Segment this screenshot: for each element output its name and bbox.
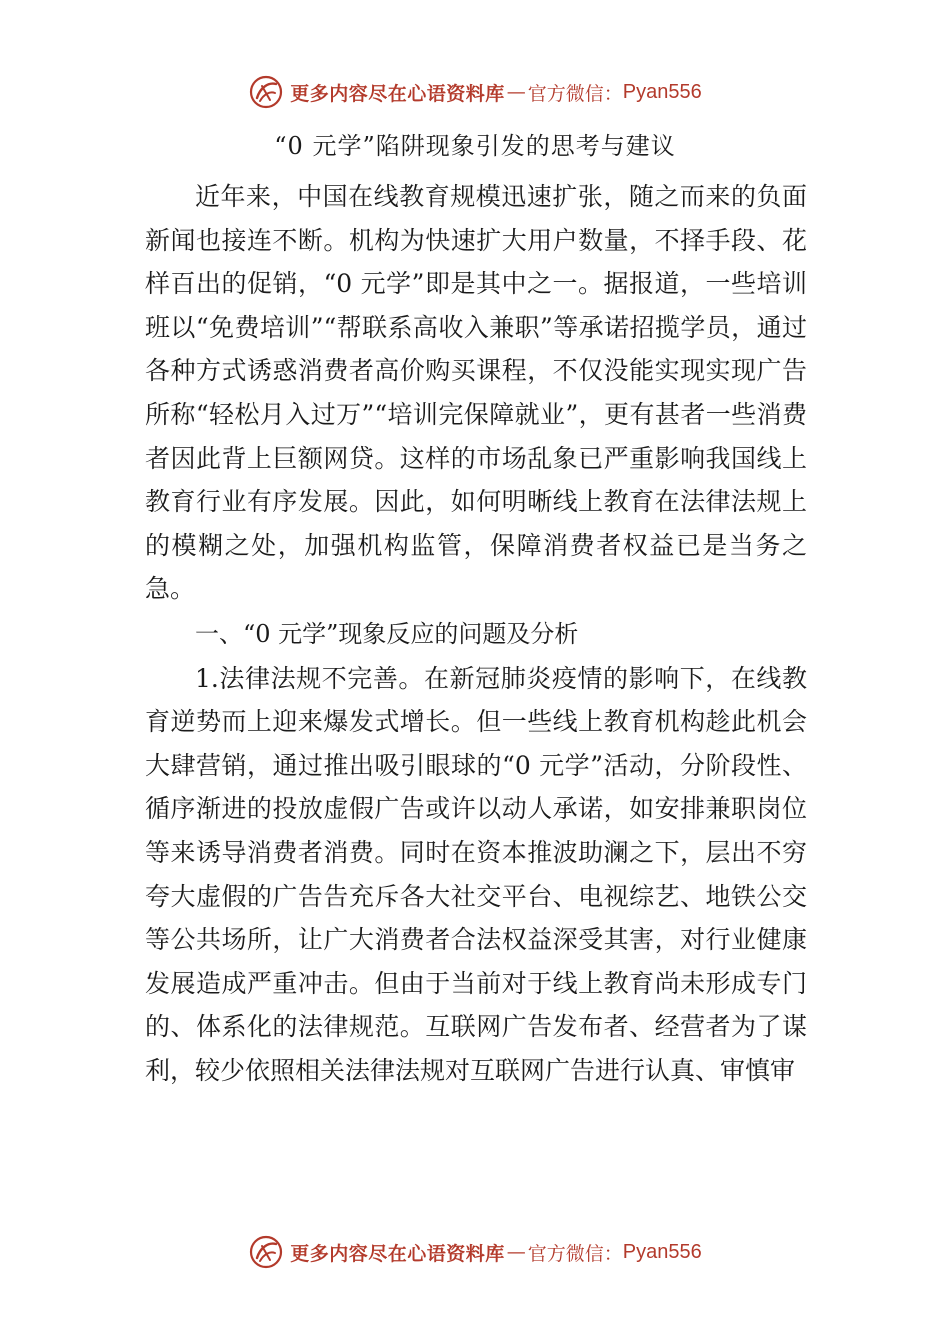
banner-dash: —: [506, 81, 526, 103]
document-title: “0 元学”陷阱现象引发的思考与建议: [274, 132, 676, 160]
brand-logo-icon: [248, 1234, 284, 1270]
banner-wechat-label: 官方微信：: [527, 1242, 623, 1265]
document-body: [145, 175, 807, 1092]
section-paragraph: 1.法律法规不完善。在新冠肺炎疫情的影响下，在线教育逆势而上迎来爆发式增长。但一些线上教育机构趁此机会大肆营销，通过推出吸引眼球的“0 元学”活动，分阶段性、循序渐进的投放虚假广告或许以动人承诺，如安排兼职岗位等来诱导消费者消费。同时在资本推波助澜之下，层出不穷夸大虚假的广告告充斥各大社交平台、电视综艺、地铁公交等公共场所，让广大消费者合法权益深受其害，对行业健康发展造成严重冲击。但由于当前对于线上教育尚未形成专门的、体系化的法律规范。互联网广告发布者、经营者为了谋利，较少依照相关法律法规对互联网广告进行认真、审慎审: [145, 663, 807, 1085]
banner-wechat-id: Pyan556: [622, 1240, 702, 1263]
banner-wechat-label: 官方微信：: [527, 82, 623, 105]
banner-text: 更多内容尽在心语资料库: [290, 82, 505, 105]
section-heading: 一、“0 元学”现象反应的问题及分析: [195, 619, 579, 648]
header-watermark-banner: [0, 72, 950, 112]
banner-dash: —: [506, 1241, 526, 1263]
footer-watermark-banner: [0, 1232, 950, 1272]
banner-wechat-id: Pyan556: [622, 80, 702, 103]
banner-text: 更多内容尽在心语资料库: [290, 1242, 505, 1265]
brand-logo-icon: [248, 74, 284, 110]
intro-paragraph: 近年来，中国在线教育规模迅速扩张，随之而来的负面新闻也接连不断。机构为快速扩大用户数量，不择手段、花样百出的促销，“0 元学”即是其中之一。据报道，一些培训班以“免费培训”“帮联系高收入兼职”等承诺招揽学员，通过各种方式诱惑消费者高价购买课程，不仅没能实现实现广告所称“轻松月入过万”“培训完保障就业”，更有甚者一些消费者因此背上巨额网贷。这样的市场乱象已严重影响我国线上教育行业有序发展。因此，如何明晰线上教育在法律法规上的模糊之处，加强机构监管，保障消费者权益已是当务之急。: [145, 182, 807, 604]
